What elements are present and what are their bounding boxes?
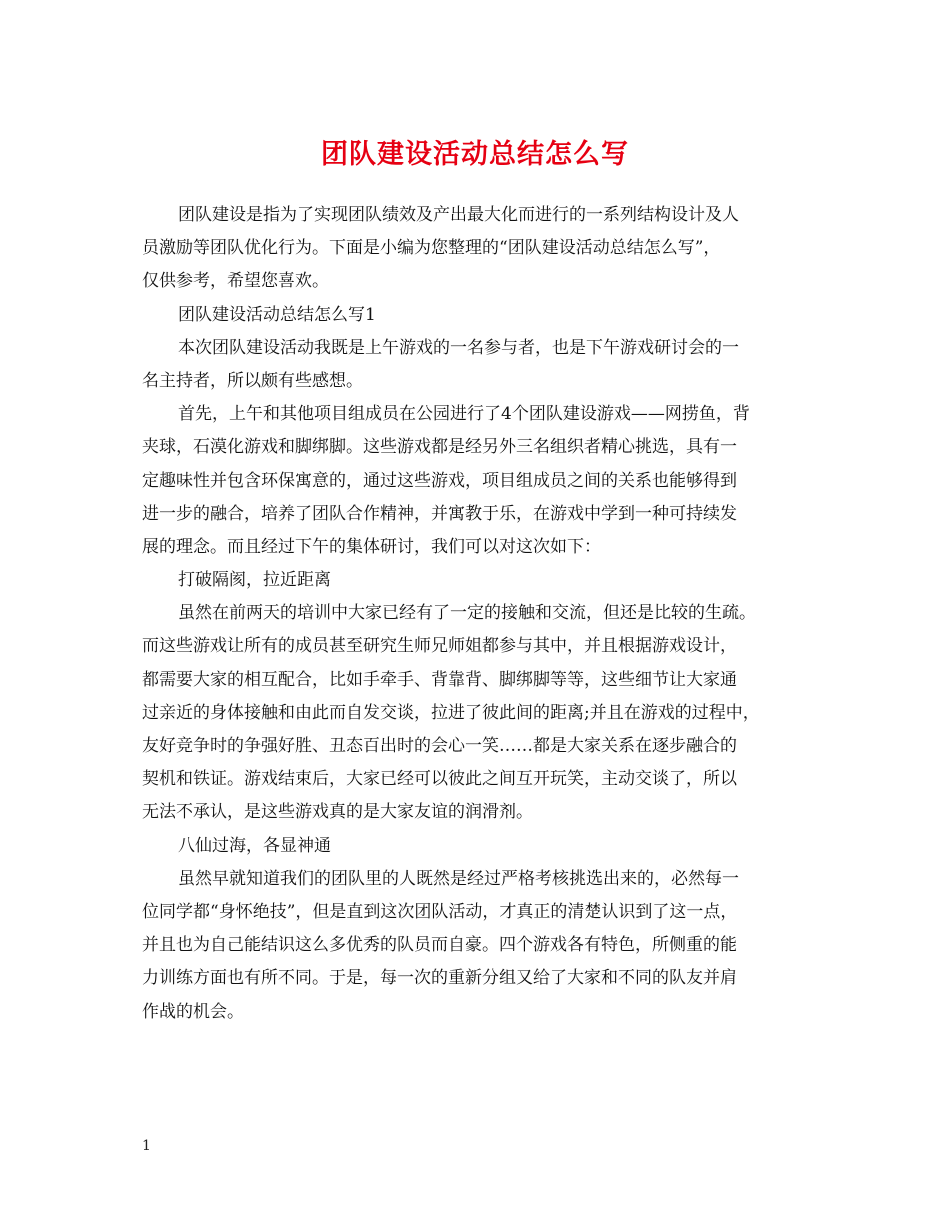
document-body — [142, 204, 812, 1034]
text-line: 定趣味性并包含环保寓意的，通过这些游戏，项目组成员之间的关系也能够得到 — [142, 470, 737, 491]
text-line: 作战的机会。 — [142, 1001, 244, 1022]
text-line: 友好竞争时的争强好胜、丑态百出时的会心一笑……都是大家关系在逐步融合的 — [142, 736, 737, 756]
text-line: 而这些游戏让所有的成员甚至研究生师兄师姐都参与其中，并且根据游戏设计， — [142, 636, 737, 657]
text-line: 虽然在前两天的培训中大家已经有了一定的接触和交流，但还是比较的生疏。 — [178, 603, 756, 624]
text-line: 契机和铁证。游戏结束后，大家已经可以彼此之间互开玩笑，主动交谈了，所以 — [142, 769, 737, 790]
text-line: 员激励等团队优化行为。下面是小编为您整理的“团队建设活动总结怎么写”， — [142, 238, 721, 259]
document-title: 团队建设活动总结怎么写 — [321, 139, 629, 170]
page-number: 1 — [142, 1138, 151, 1154]
text-line: 位同学都“身怀绝技”，但是直到这次团队活动，才真正的清楚认识到了这一点， — [142, 901, 738, 922]
text-line: 八仙过海，各显神通 — [178, 835, 331, 856]
text-line: 仅供参考，希望您喜欢。 — [142, 271, 329, 292]
text-line: 首先，上午和其他项目组成员在公园进行了4个团队建设游戏——网捞鱼，背 — [178, 404, 750, 425]
text-line: 打破隔阂，拉近距离 — [178, 570, 331, 591]
text-line: 都需要大家的相互配合，比如手牵手、背靠背、脚绑脚等等，这些细节让大家通 — [142, 669, 737, 690]
text-line: 进一步的融合，培养了团队合作精神，并寓教于乐，在游戏中学到一种可持续发 — [142, 503, 737, 524]
text-line: 夹球，石漠化游戏和脚绑脚。这些游戏都是经另外三名组织者精心挑选，具有一 — [142, 437, 737, 458]
text-line: 并且也为自己能结识这么多优秀的队员而自豪。四个游戏各有特色，所侧重的能 — [142, 935, 737, 956]
text-line: 团队建设活动总结怎么写1 — [178, 304, 376, 325]
text-line: 无法不承认，是这些游戏真的是大家友谊的润滑剂。 — [142, 802, 533, 823]
text-line: 虽然早就知道我们的团队里的人既然是经过严格考核挑选出来的，必然每一 — [178, 868, 739, 889]
text-line: 力训练方面也有所不同。于是，每一次的重新分组又给了大家和不同的队友并肩 — [142, 968, 737, 989]
text-line: 团队建设是指为了实现团队绩效及产出最大化而进行的一系列结构设计及人 — [178, 205, 739, 225]
text-line: 本次团队建设活动我既是上午游戏的一名参与者，也是下午游戏研讨会的一 — [178, 337, 739, 358]
text-line: 名主持者，所以颇有些感想。 — [142, 370, 363, 391]
text-line: 过亲近的身体接触和由此而自发交谈，拉进了彼此间的距离;并且在游戏的过程中， — [142, 702, 760, 723]
text-line: 展的理念。而且经过下午的集体研讨，我们可以对这次如下： — [142, 536, 601, 557]
